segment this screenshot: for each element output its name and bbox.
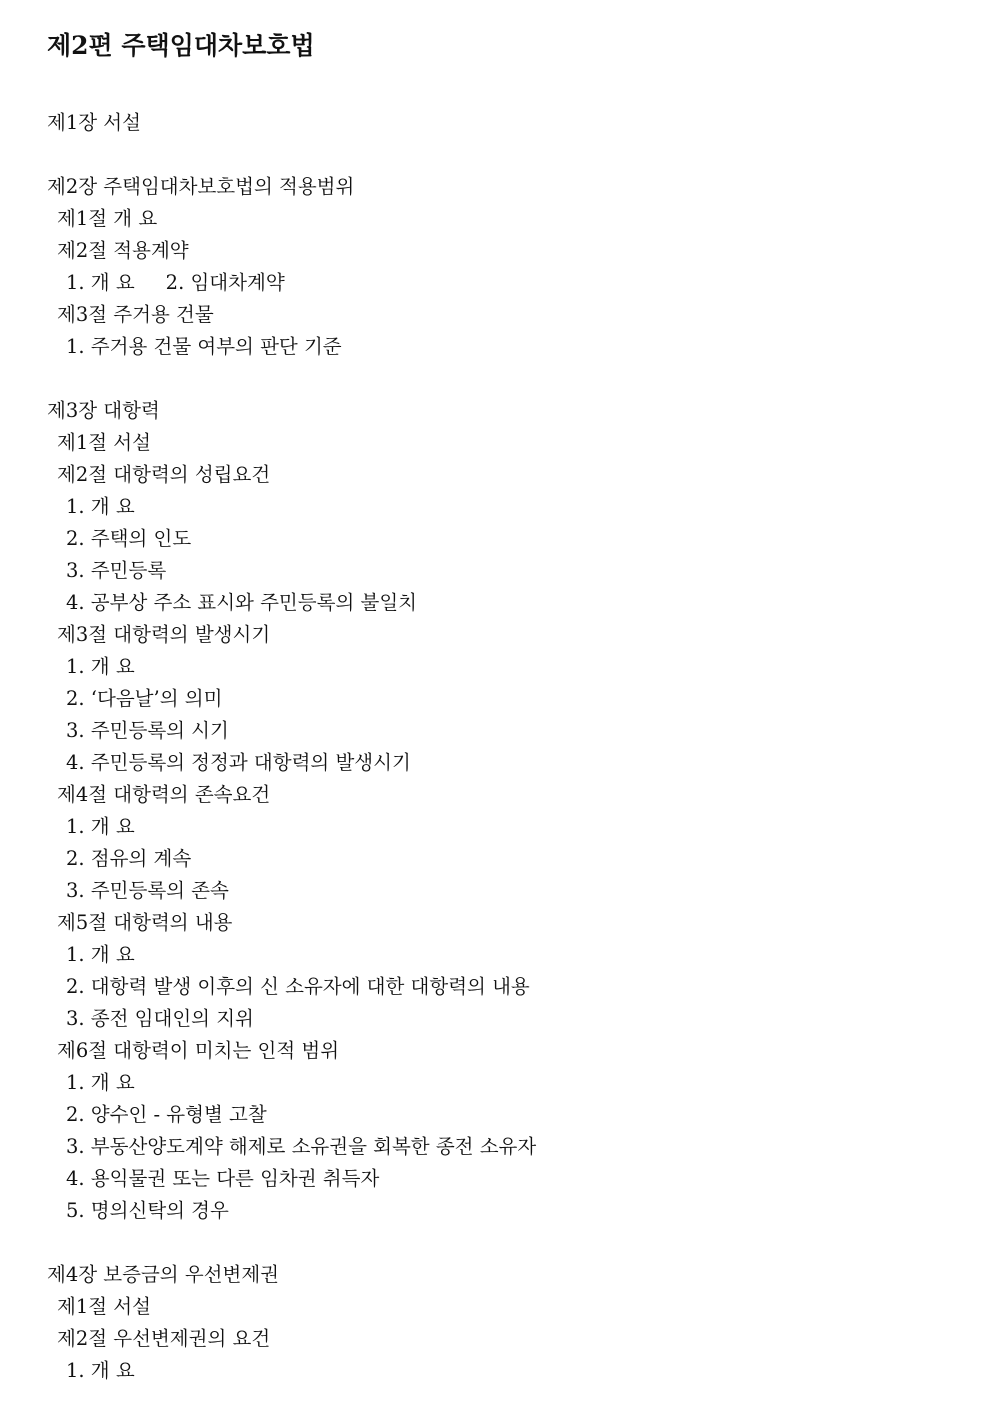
toc-section: 제1절 서설 [57, 431, 151, 454]
toc-item: 3. 종전 임대인의 지위 [66, 1007, 254, 1030]
toc-section: 제2절 우선변제권의 요건 [57, 1327, 271, 1350]
toc-item: 3. 부동산양도계약 해제로 소유권을 회복한 종전 소유자 [66, 1135, 537, 1158]
toc-section: 제3절 주거용 건물 [57, 303, 214, 326]
toc-item: 1. 개 요 [66, 655, 135, 678]
toc-item: 2. 대항력 발생 이후의 신 소유자에 대한 대항력의 내용 [66, 975, 530, 998]
toc-item: 1. 개 요 2. 임대차계약 [66, 271, 285, 294]
toc-chapter: 제3장 대항력 [47, 399, 160, 422]
toc-item: 1. 개 요 [66, 495, 135, 518]
toc-item: 1. 개 요 [66, 1359, 135, 1382]
toc-item: 1. 개 요 [66, 1071, 135, 1094]
toc-spacer [0, 139, 992, 171]
toc-section: 제3절 대항력의 발생시기 [57, 623, 271, 646]
toc-item: 3. 주민등록의 존속 [66, 879, 229, 902]
toc-section: 제1절 서설 [57, 1295, 151, 1318]
toc-chapter: 제4장 보증금의 우선변제권 [47, 1263, 280, 1286]
toc-section: 제4절 대항력의 존속요건 [57, 783, 271, 806]
toc-item: 3. 주민등록의 시기 [66, 719, 229, 742]
toc-item: 1. 개 요 [66, 815, 135, 838]
toc-item: 4. 공부상 주소 표시와 주민등록의 불일치 [66, 591, 417, 614]
toc-item: 2. 주택의 인도 [66, 527, 192, 550]
toc-chapter: 제2장 주택임대차보호법의 적용범위 [47, 175, 355, 198]
toc-item: 1. 개 요 [66, 943, 135, 966]
toc-spacer [0, 1227, 992, 1259]
toc-item: 2. 양수인 - 유형별 고찰 [66, 1103, 267, 1126]
toc-item: 5. 명의신탁의 경우 [66, 1199, 229, 1222]
toc-item: 1. 주거용 건물 여부의 판단 기준 [66, 335, 342, 358]
toc-item: 4. 용익물권 또는 다른 임차권 취득자 [66, 1167, 380, 1190]
toc-spacer [0, 363, 992, 395]
toc-section: 제2절 적용계약 [57, 239, 189, 262]
toc-section: 제1절 개 요 [57, 207, 158, 230]
toc-chapter: 제1장 서설 [47, 111, 141, 134]
document-title: 제2편 주택임대차보호법 [47, 31, 315, 60]
toc-item: 2. 점유의 계속 [66, 847, 192, 870]
toc-section: 제2절 대항력의 성립요건 [57, 463, 271, 486]
toc-item: 3. 주민등록 [66, 559, 167, 582]
toc-item: 4. 주민등록의 정정과 대항력의 발생시기 [66, 751, 411, 774]
table-of-contents [0, 107, 992, 1387]
toc-item: 2. ‘다음날’의 의미 [66, 687, 223, 710]
toc-section: 제5절 대항력의 내용 [57, 911, 233, 934]
toc-section: 제6절 대항력이 미치는 인적 범위 [57, 1039, 340, 1062]
